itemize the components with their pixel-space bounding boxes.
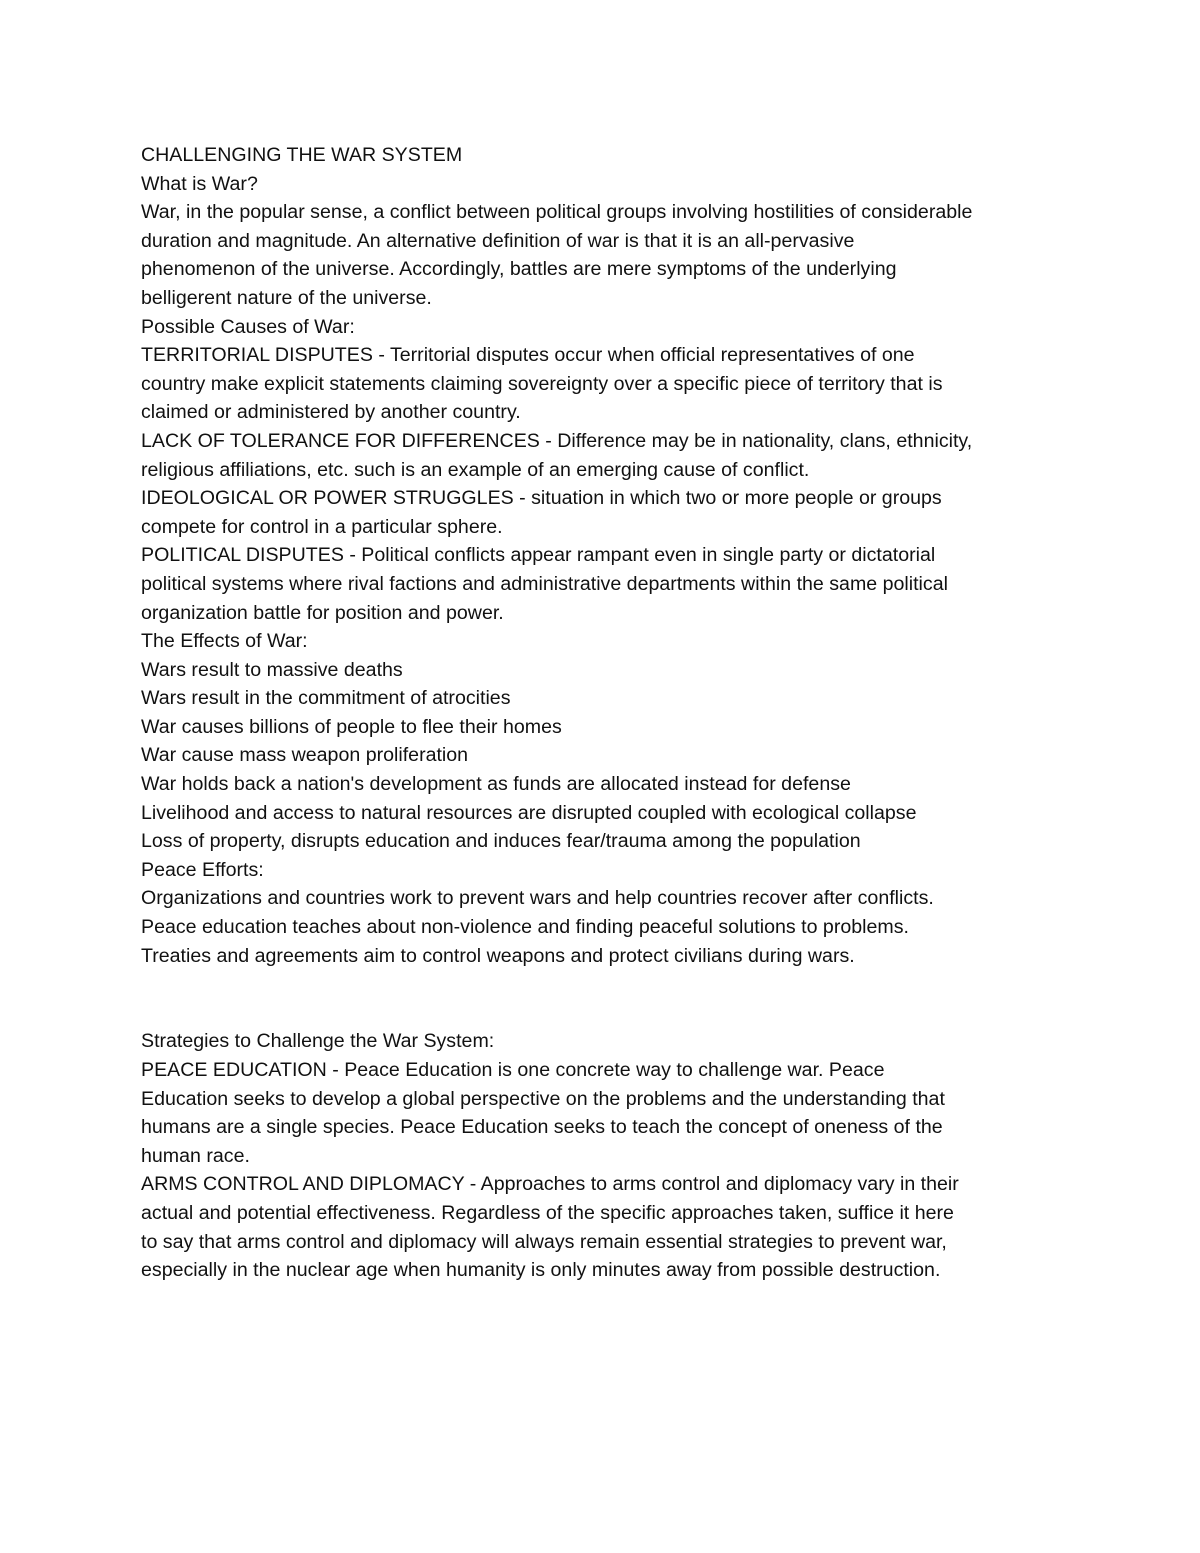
effects-list [141, 656, 1071, 856]
list-item: War holds back a nation's development as funds are allocated instead for defense [141, 773, 851, 796]
paragraph-line: LACK OF TOLERANCE FOR DIFFERENCES - Difference may be in nationality, clans, ethnicity, [141, 429, 973, 452]
paragraph-line: claimed or administered by another country. [141, 401, 521, 424]
document-body [141, 141, 1071, 1285]
paragraph-line: belligerent nature of the universe. [141, 286, 432, 309]
list-item: Organizations and countries work to prevent wars and help countries recover after conflicts. [141, 887, 934, 910]
paragraph-line: phenomenon of the universe. Accordingly, battles are mere symptoms of the underlying [141, 258, 897, 281]
paragraph-line: humans are a single species. Peace Education seeks to teach the concept of oneness of the [141, 1116, 943, 1139]
paragraph-line: Education seeks to develop a global perspective on the problems and the understanding that [141, 1087, 945, 1110]
what-is-war-heading: What is War? [141, 172, 258, 195]
blank-space [141, 970, 1071, 1027]
cause-territorial-disputes [141, 341, 1071, 427]
list-item: Livelihood and access to natural resources are disrupted coupled with ecological collapse [141, 801, 917, 824]
paragraph-line: duration and magnitude. An alternative definition of war is that it is an all-pervasive [141, 229, 855, 252]
cause-ideological-struggles [141, 484, 1071, 541]
cause-political-disputes [141, 541, 1071, 627]
paragraph-line: organization battle for position and power. [141, 601, 504, 624]
paragraph-line: to say that arms control and diplomacy will always remain essential strategies to prevent war, [141, 1230, 947, 1253]
list-item: War cause mass weapon proliferation [141, 744, 469, 767]
paragraph-line: compete for control in a particular sphere. [141, 515, 503, 538]
strategy-peace-education [141, 1056, 1071, 1170]
list-item: Wars result to massive deaths [141, 658, 403, 681]
peace-efforts-heading: Peace Efforts: [141, 858, 264, 881]
cause-lack-of-tolerance [141, 427, 1071, 484]
paragraph-line: TERRITORIAL DISPUTES - Territorial disputes occur when official representatives of one [141, 344, 915, 367]
effects-heading: The Effects of War: [141, 630, 308, 653]
paragraph-line: country make explicit statements claiming sovereignty over a specific piece of territory that is [141, 372, 943, 395]
peace-efforts-list [141, 884, 1071, 970]
paragraph-line: POLITICAL DISPUTES - Political conflicts appear rampant even in single party or dictatorial [141, 544, 936, 567]
list-item: Peace education teaches about non-violence and finding peaceful solutions to problems. [141, 916, 909, 939]
list-item: Treaties and agreements aim to control weapons and protect civilians during wars. [141, 944, 855, 967]
causes-heading: Possible Causes of War: [141, 315, 355, 338]
document-title: CHALLENGING THE WAR SYSTEM [141, 144, 463, 166]
paragraph-line: religious affiliations, etc. such is an example of an emerging cause of conflict. [141, 458, 810, 481]
paragraph-line: IDEOLOGICAL OR POWER STRUGGLES - situation in which two or more people or groups [141, 487, 942, 510]
paragraph-line: human race. [141, 1144, 250, 1167]
paragraph-line: especially in the nuclear age when humanity is only minutes away from possible destruction. [141, 1259, 941, 1282]
paragraph-line: ARMS CONTROL AND DIPLOMACY - Approaches to arms control and diplomacy vary in their [141, 1173, 959, 1196]
list-item: Loss of property, disrupts education and induces fear/trauma among the population [141, 830, 861, 853]
strategy-arms-control-diplomacy [141, 1170, 1071, 1284]
what-is-war-paragraph [141, 198, 1071, 312]
strategies-heading: Strategies to Challenge the War System: [141, 1030, 495, 1053]
paragraph-line: actual and potential effectiveness. Regardless of the specific approaches taken, suffice it here [141, 1201, 954, 1224]
list-item: Wars result in the commitment of atrocities [141, 687, 511, 710]
list-item: War causes billions of people to flee their homes [141, 715, 562, 738]
paragraph-line: political systems where rival factions and administrative departments within the same political [141, 572, 948, 595]
paragraph-line: PEACE EDUCATION - Peace Education is one concrete way to challenge war. Peace [141, 1059, 885, 1081]
paragraph-line: War, in the popular sense, a conflict between political groups involving hostilities of considerable [141, 201, 973, 224]
